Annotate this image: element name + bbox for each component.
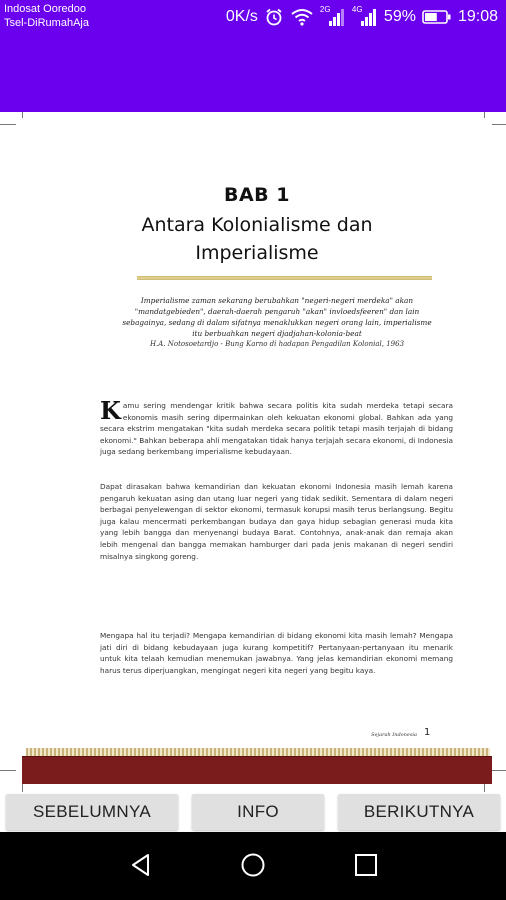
carrier-line2: Tsel-DiRumahAja — [4, 17, 89, 29]
epigraph-author: H.A. Notosoetardjo - Bung Karno di hadapan Pengadilan Kolonial, 1963 — [149, 340, 405, 348]
status-bar — [0, 0, 506, 34]
chapter-number: BAB 1 — [223, 184, 290, 206]
signal-group-2 — [352, 7, 378, 27]
network-speed: 0K/s — [225, 8, 258, 25]
previous-button[interactable]: SEBELUMNYA — [6, 794, 178, 830]
carrier-info — [4, 2, 89, 30]
paragraph-3: Mengapa hal itu terjadi? Mengapa kemandirian di bidang ekonomi kita masih lemah? Mengapa jati diri di bidang kebudayaan juga kurang kompetitif? Pertanyaan-pertanyaan itu menarik untuk kita telaah kemudian menemukan jawabnya. Yang jelas kemandirian ekonomi memang harus terus diperjuangkan, mengingat negeri kita negeri yang begitu kaya. — [100, 631, 453, 675]
info-button[interactable]: INFO — [192, 794, 324, 830]
alarm-icon — [264, 7, 284, 27]
navigation-buttons — [0, 792, 506, 832]
clock: 19:08 — [457, 8, 498, 25]
app-bar — [0, 34, 506, 112]
back-icon[interactable] — [128, 852, 154, 878]
title-divider — [137, 276, 432, 280]
battery-percent: 59% — [383, 8, 416, 25]
book-page — [22, 118, 492, 783]
chapter-title-line2: Imperialisme — [195, 242, 319, 264]
paragraph-2: Dapat dirasakan bahwa kemandirian dan kekuatan ekonomi Indonesia masih lemah karena pengaruh kekuatan asing dan utang luar negeri yang tidak sedikit. Sementara di dalam negeri berbagai penyelewengan di sektor ekonomi, termasuk korupsi masih terus berlangsung. Begitu juga kalau mencermati perkembangan budaya dan gaya hidup sebagian generasi muda kita yang lebih bangga dan menyenangi budaya Barat. Contohnya, anak-anak dan remaja akan lebih mengenal dan bangga memakan hamburger dari pada jenis makanan di negeri sendiri misalnya singkong goreng. — [100, 482, 453, 561]
carrier-line1: Indosat Ooredoo — [4, 3, 86, 15]
system-nav-bar — [0, 832, 506, 900]
status-icons — [226, 6, 498, 28]
paragraph-1 — [100, 396, 453, 458]
wifi-icon — [290, 7, 314, 27]
pdf-viewer[interactable] — [0, 112, 506, 792]
drop-cap: K — [100, 396, 121, 425]
battery-fill — [425, 13, 437, 21]
crop-mark — [490, 124, 506, 125]
home-icon[interactable] — [240, 852, 266, 878]
recents-icon[interactable] — [353, 852, 379, 878]
page-number: 1 — [424, 727, 431, 738]
crop-mark — [490, 770, 506, 771]
epigraph-quote: Imperialisme zaman sekarang berubahkan "negeri-negeri merdeka" akan "mandatgebieden", daerah-daerah pengaruh "akan" invloedsfeeren" dan lain sebagainya, sedang di dalam sifatnya menaklukkan negeri orang lain, imperialisme itu berbuahkan negeri djadjahan-kolonia-beat — [122, 296, 432, 338]
net-type-1: 2G — [319, 5, 331, 14]
net-type-2: 4G — [351, 5, 363, 14]
paragraph-1-text: amu sering mendengar kritik bahwa secara politis kita sudah merdeka tetapi secara ekonomis masih sering dipermainkan oleh kekuatan ekonomi global. Bahkan ada yang secara ekstrim mengatakan "kita sudah merdeka secara politik tetapi masih terjajah di bidang ekonomi." Bahkan beberapa ahli mengatakan tidak hanya terjajah secara ekonomi, di Indonesia juga sedang berkembang imperialisme kebudayaan. — [100, 401, 453, 457]
battery-icon — [422, 9, 452, 25]
chapter-title-line1: Antara Kolonialisme dan — [141, 214, 373, 236]
next-button[interactable]: BERIKUTNYA — [338, 794, 500, 830]
footer-ornament — [26, 748, 490, 756]
crop-mark — [0, 124, 16, 125]
footer-band — [22, 756, 492, 784]
footer-label: Sejarah Indonesia — [371, 732, 417, 738]
signal-group-1 — [320, 7, 346, 27]
crop-mark — [0, 770, 16, 771]
